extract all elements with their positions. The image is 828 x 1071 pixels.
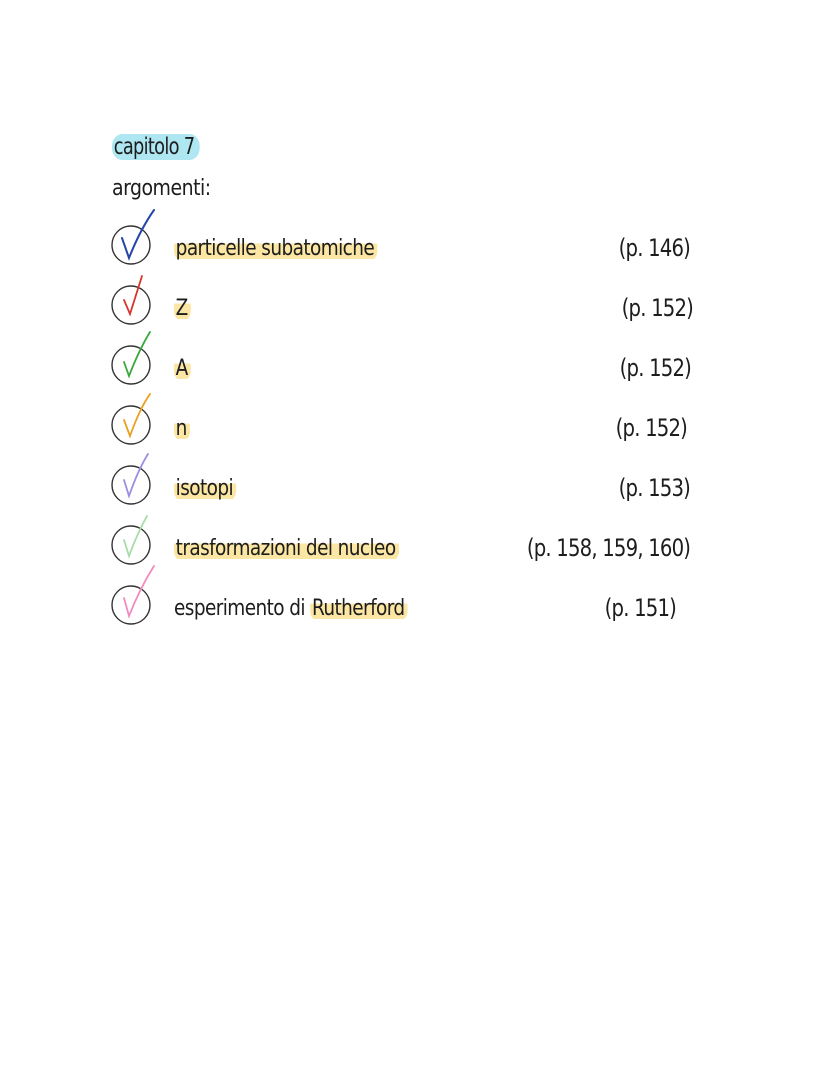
topic-pages: (p. 153) <box>618 474 690 502</box>
checked-circle-icon <box>110 584 162 640</box>
topic-pages: (p. 158, 159, 160) <box>526 534 690 562</box>
chapter-heading <box>112 134 200 160</box>
topic-label: trasformazioni del nucleo <box>174 536 399 561</box>
topic-label: particelle subatomiche <box>174 236 378 261</box>
topic-row-trasformazioni <box>0 524 828 574</box>
topic-row-n <box>0 404 828 454</box>
topic-pages: (p. 152) <box>621 294 693 322</box>
topic-row-rutherford <box>0 584 828 634</box>
topic-label: A <box>174 356 191 381</box>
topic-pages: (p. 152) <box>619 354 691 382</box>
topic-label: n <box>174 416 190 441</box>
topic-row-z <box>0 284 828 334</box>
topic-pages: (p. 146) <box>618 234 690 262</box>
topic-label: esperimento di Rutherford <box>174 596 408 621</box>
topic-pages: (p. 152) <box>615 414 687 442</box>
topic-row-isotopi <box>0 464 828 514</box>
topic-row-a <box>0 344 828 394</box>
topic-row-particelle <box>0 224 828 274</box>
topic-label: isotopi <box>174 476 236 501</box>
topics-subtitle: argomenti: <box>112 176 211 201</box>
topic-pages: (p. 151) <box>604 594 676 622</box>
chapter-title: capitolo 7 <box>112 134 200 160</box>
topic-label: Z <box>174 296 191 321</box>
